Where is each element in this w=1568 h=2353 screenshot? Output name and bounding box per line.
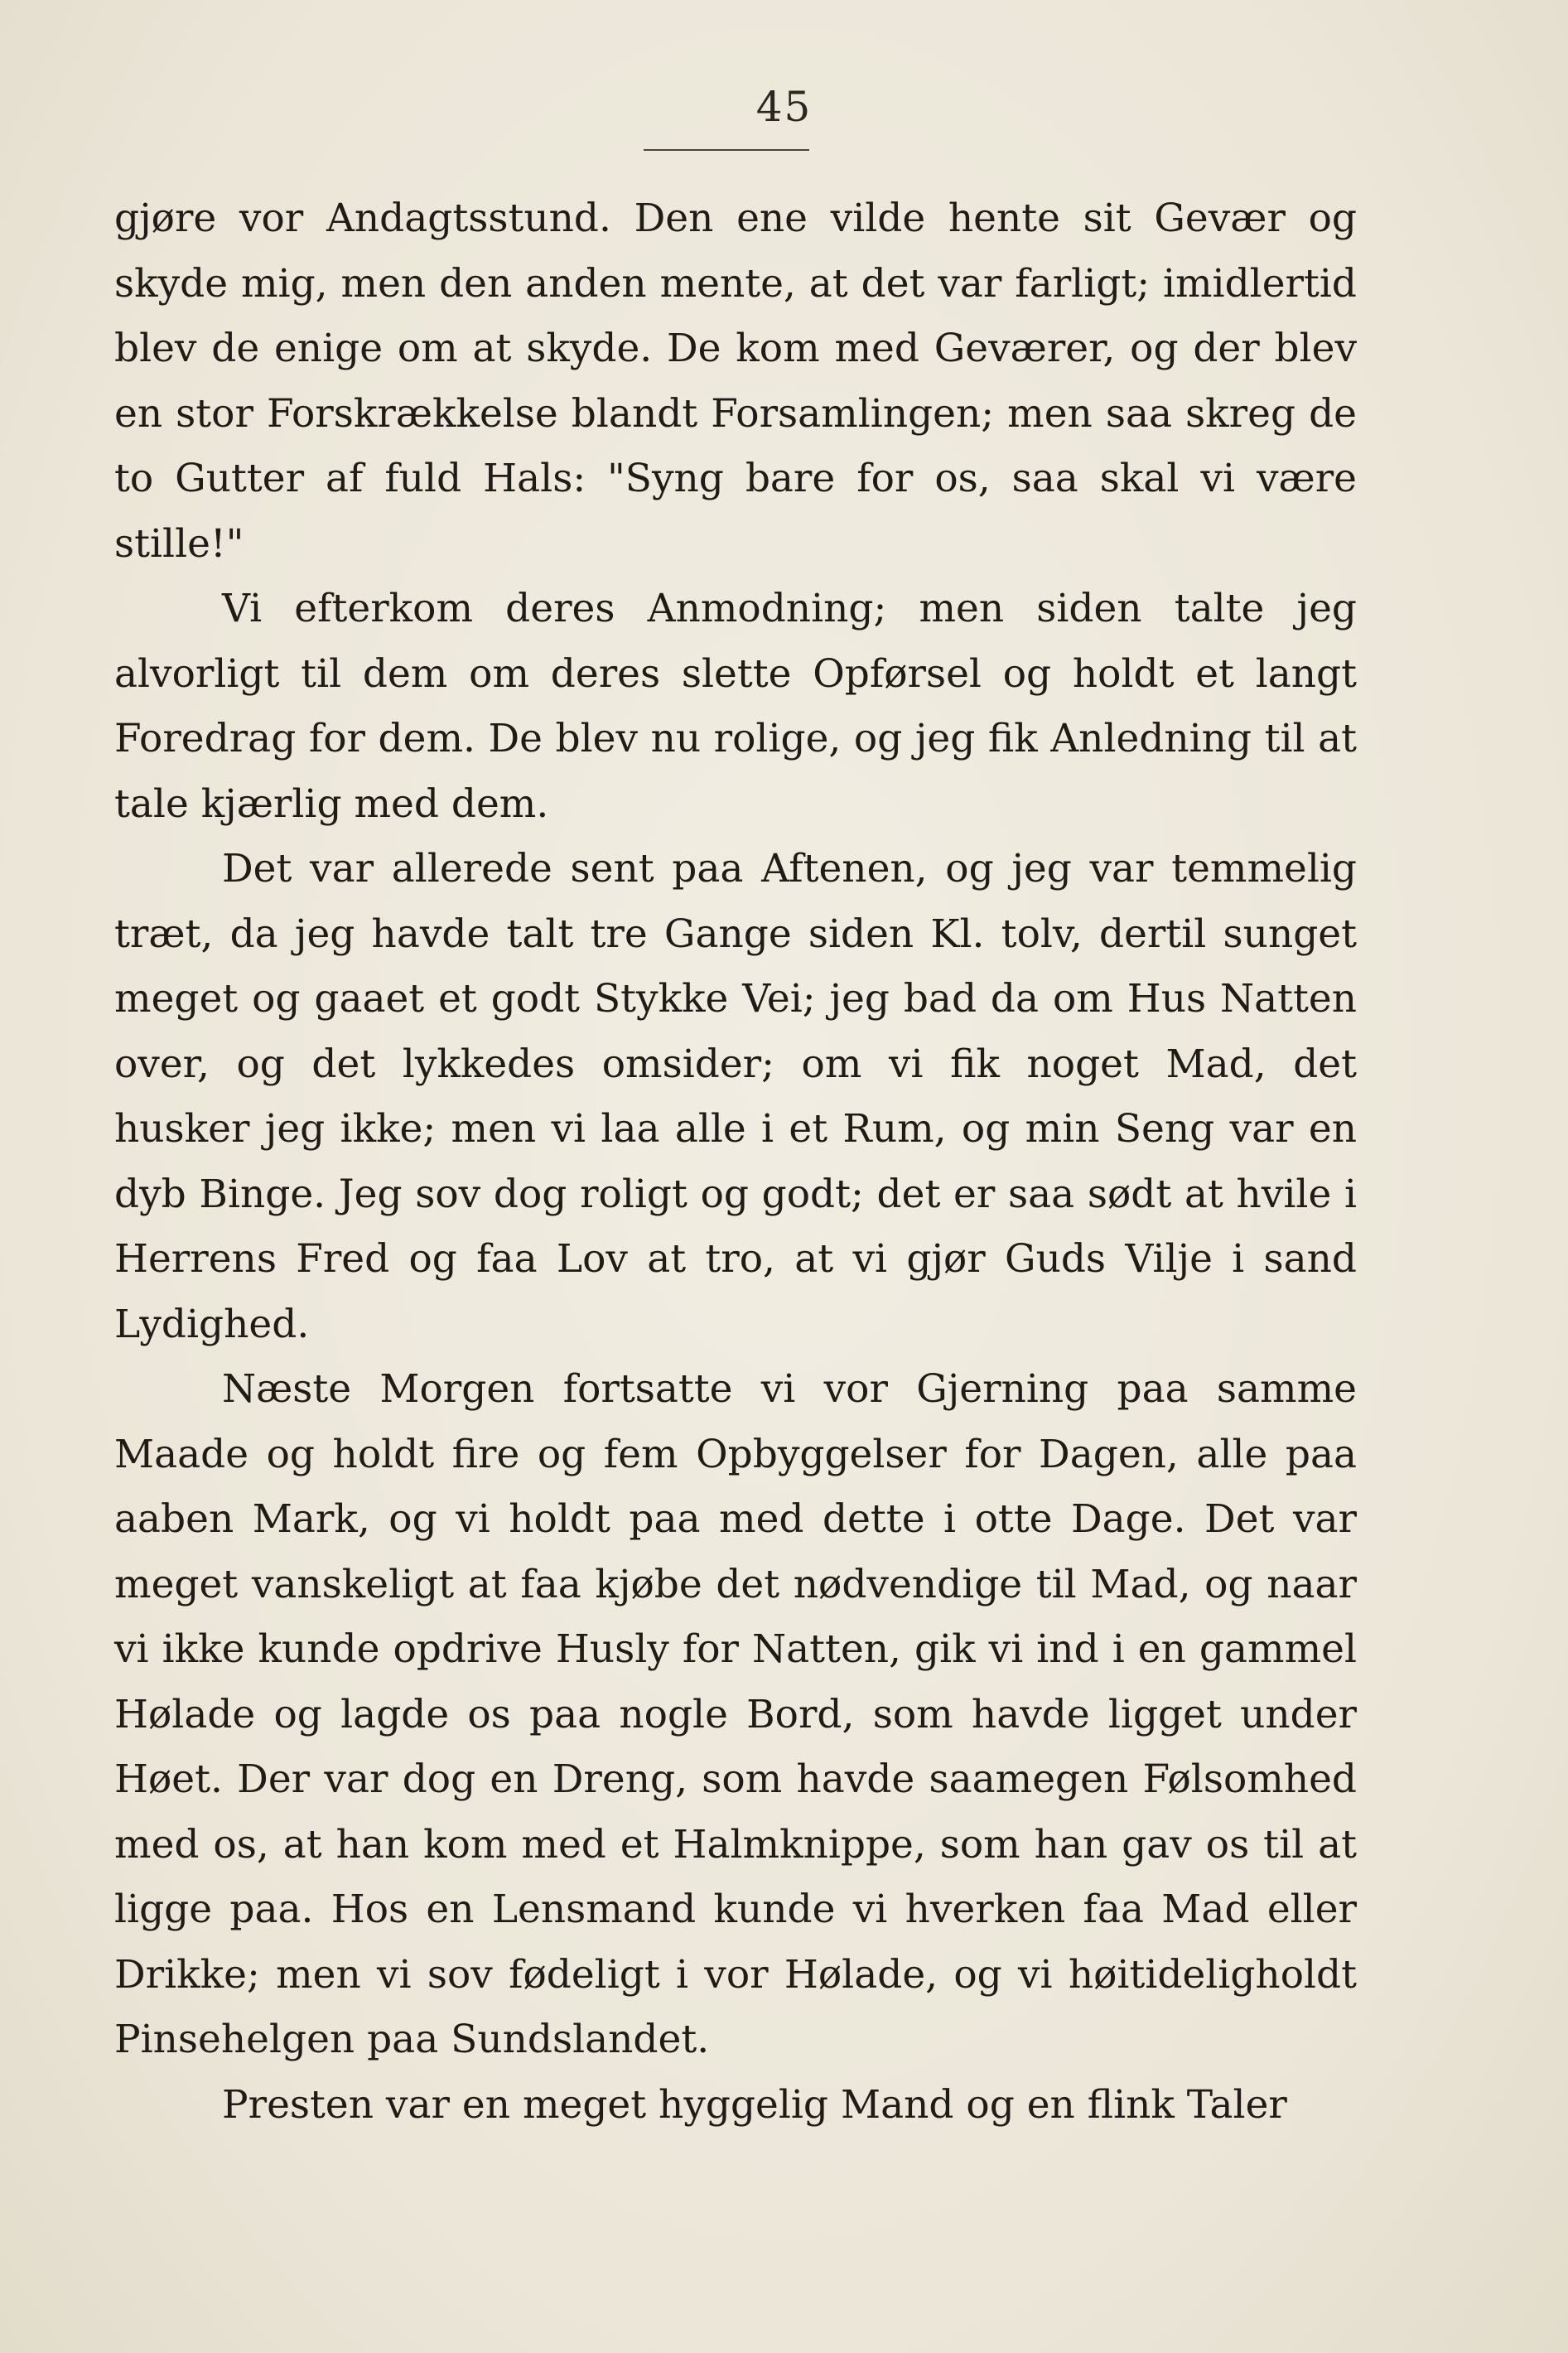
paragraph-1: gjøre vor Andagtsstund. Den ene vilde hente sit Gevær og skyde mig, men den anden mente, at det var farligt; imidlertid blev de enige om at skyde. De kom med Geværer, og der blev en stor Forskrækkelse blandt Forsamlingen; men saa skreg de to Gutter af fuld Hals: "Syng bare for os, saa skal vi være stille!" <box>114 196 1357 567</box>
body-text <box>114 186 1357 2138</box>
paragraph-3: Det var allerede sent paa Aftenen, og jeg var temmelig træt, da jeg havde talt tre Gange siden Kl. tolv, dertil sunget meget og gaaet et godt Stykke Vei; jeg bad da om Hus Natten over, og det lykkedes omsider; om vi fik noget Mad, det husker jeg ikke; men vi laa alle i et Rum, og min Seng var en dyb Binge. Jeg sov dog roligt og godt; det er saa sødt at hvile i Herrens Fred og faa Lov at tro, at vi gjør Guds Vilje i sand Lydighed. <box>114 846 1357 1347</box>
page-number: 45 <box>755 83 813 131</box>
paragraph-2: Vi efterkom deres Anmodning; men siden talte jeg alvorligt til dem om deres slette Opførsel og holdt et langt Foredrag for dem. De blev nu rolige, og jeg fik Anledning til at tale kjærlig med dem. <box>114 586 1357 827</box>
header-rule <box>644 149 809 151</box>
paragraph-4: Næste Morgen fortsatte vi vor Gjerning paa samme Maade og holdt fire og fem Opbyggelser for Dagen, alle paa aaben Mark, og vi holdt paa med dette i otte Dage. Det var meget vanskeligt at faa kjøbe det nødvendige til Mad, og naar vi ikke kunde opdrive Husly for Natten, gik vi ind i en gammel Hølade og lagde os paa nogle Bord, som havde ligget under Høet. Der var dog en Dreng, som havde saamegen Følsomhed med os, at han kom med et Halmknippe, som han gav os til at ligge paa. Hos en Lensmand kunde vi hverken faa Mad eller Drikke; men vi sov fødeligt i vor Hølade, og vi høitideligholdt Pinsehelgen paa Sundslandet. <box>114 1366 1357 2062</box>
paragraph-5: Presten var en meget hyggelig Mand og en flink Taler <box>222 2081 1287 2128</box>
